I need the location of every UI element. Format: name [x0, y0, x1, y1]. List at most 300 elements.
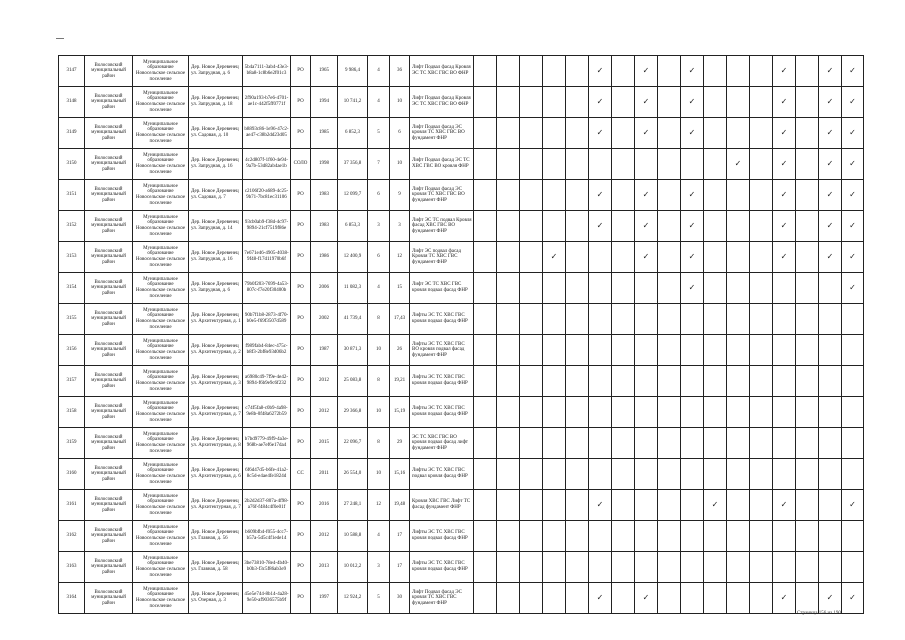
cell-work-mark — [474, 149, 497, 180]
cell-address: Дер. Новое Деревенец ул. Садовая, д. 7 — [189, 180, 243, 211]
cell-work-mark — [796, 366, 819, 397]
cell-work-mark — [727, 459, 750, 490]
cell-work-mark — [566, 56, 589, 87]
cell-work-mark — [727, 397, 750, 428]
cell-num: 3150 — [59, 149, 85, 180]
cell-floors: 8 — [368, 366, 390, 397]
cell-floors: 5 — [368, 118, 390, 149]
cell-work-mark — [842, 521, 864, 552]
cell-work-mark — [704, 56, 727, 87]
cell-work-mark — [612, 335, 635, 366]
cell-work-mark — [681, 552, 704, 583]
cell-works: Кровля ХВС ГВС Лифт ТС фасад фундамент ФНР — [410, 490, 474, 521]
cell-work-mark — [635, 242, 658, 273]
cell-work-mark — [773, 335, 796, 366]
cell-district: Волосовский муниципальный район — [85, 521, 133, 552]
cell-work-mark — [681, 180, 704, 211]
cell-work-mark — [727, 521, 750, 552]
cell-work-mark — [589, 490, 612, 521]
cell-floors: 3 — [368, 211, 390, 242]
cell-work-mark — [635, 335, 658, 366]
cell-work-mark — [658, 397, 681, 428]
cell-work-mark — [796, 180, 819, 211]
cell-work-mark — [658, 273, 681, 304]
cell-work-mark — [819, 583, 842, 614]
corner-mark — [56, 38, 64, 39]
cell-code: a6980c49-7f9e-4e42-9894-f6b9e9c6f232 — [243, 366, 291, 397]
cell-code: 2b2d2d37-807a-4f98-a76f-f484c4f0e01f — [243, 490, 291, 521]
cell-work-mark — [589, 273, 612, 304]
cell-area: 22 096,7 — [338, 428, 368, 459]
cell-work-mark — [773, 211, 796, 242]
cell-work-mark — [773, 242, 796, 273]
cell-work-mark — [727, 583, 750, 614]
cell-work-mark — [704, 211, 727, 242]
cell-work-mark — [819, 149, 842, 180]
cell-work-mark — [589, 397, 612, 428]
cell-work-mark — [704, 397, 727, 428]
cell-work-mark — [520, 521, 543, 552]
cell-work-mark — [497, 459, 520, 490]
cell-work-mark — [520, 211, 543, 242]
cell-work-mark — [474, 397, 497, 428]
cell-floors: 8 — [368, 428, 390, 459]
cell-settlement: Муниципальное образование Новосельское сельское поселение — [133, 304, 189, 335]
cell-work-mark — [819, 180, 842, 211]
cell-num: 3159 — [59, 428, 85, 459]
cell-work-mark — [543, 304, 566, 335]
cell-works: Лифт Подвал фасад ЭС кровля ТС ХВС ГВС фундамент ФНР — [410, 583, 474, 614]
cell-works: Лифты ЭС ТС ХВС ГВС кровля подвал фасад ФНР — [410, 366, 474, 397]
cell-work-mark — [635, 211, 658, 242]
cell-type: РО — [291, 335, 311, 366]
cell-work-mark — [796, 428, 819, 459]
cell-work-mark — [474, 366, 497, 397]
cell-work-mark — [566, 335, 589, 366]
table-row — [59, 335, 864, 366]
cell-work-mark — [497, 366, 520, 397]
cell-work-mark — [796, 211, 819, 242]
cell-works: Лифты ЭС ТС ХВС ГВС кровля подвал фасад ФНР — [410, 304, 474, 335]
checkmark-icon: ✓ — [826, 158, 834, 168]
cell-work-mark — [520, 366, 543, 397]
cell-apts: 10 — [390, 87, 410, 118]
cell-work-mark — [796, 273, 819, 304]
cell-work-mark — [497, 273, 520, 304]
checkmark-icon: ✓ — [642, 189, 650, 199]
cell-work-mark — [474, 56, 497, 87]
cell-area: 9 986,4 — [338, 56, 368, 87]
table-row — [59, 459, 864, 490]
cell-work-mark — [750, 459, 773, 490]
cell-work-mark — [750, 180, 773, 211]
table-row — [59, 490, 864, 521]
cell-area: 41 739,4 — [338, 304, 368, 335]
cell-apts: 9 — [390, 180, 410, 211]
cell-type: РО — [291, 273, 311, 304]
checkmark-icon: ✓ — [780, 127, 788, 137]
cell-work-mark — [681, 397, 704, 428]
checkmark-icon: ✓ — [642, 127, 650, 137]
cell-code: b7bd9779-49f9-4a3e-968b-ae7ef6e17da4 — [243, 428, 291, 459]
cell-work-mark — [612, 459, 635, 490]
checkmark-icon: ✓ — [780, 220, 788, 230]
cell-area: 27 248,1 — [338, 490, 368, 521]
checkmark-icon: ✓ — [780, 251, 788, 261]
cell-work-mark — [750, 56, 773, 87]
cell-type: РО — [291, 521, 311, 552]
checkmark-icon: ✓ — [849, 65, 856, 75]
cell-type: СОЛО — [291, 149, 311, 180]
cell-type: РО — [291, 304, 311, 335]
checkmark-icon: ✓ — [826, 96, 834, 106]
cell-settlement: Муниципальное образование Новосельское сельское поселение — [133, 335, 189, 366]
cell-district: Волосовский муниципальный район — [85, 335, 133, 366]
cell-work-mark — [635, 118, 658, 149]
cell-work-mark — [842, 180, 864, 211]
checkmark-icon: ✓ — [826, 189, 834, 199]
checkmark-icon: ✓ — [596, 592, 604, 602]
cell-work-mark — [727, 242, 750, 273]
cell-type: РО — [291, 366, 311, 397]
cell-num: 3151 — [59, 180, 85, 211]
cell-work-mark — [750, 397, 773, 428]
cell-work-mark — [658, 335, 681, 366]
cell-work-mark — [727, 366, 750, 397]
cell-type: РО — [291, 242, 311, 273]
cell-work-mark — [658, 366, 681, 397]
cell-num: 3157 — [59, 366, 85, 397]
cell-apts: 15,19 — [390, 397, 410, 428]
cell-work-mark — [566, 242, 589, 273]
cell-area: 12 099,7 — [338, 180, 368, 211]
cell-area: 37 356,8 — [338, 149, 368, 180]
cell-work-mark — [842, 490, 864, 521]
cell-work-mark — [681, 428, 704, 459]
cell-work-mark — [704, 521, 727, 552]
cell-type: РО — [291, 552, 311, 583]
cell-work-mark — [612, 428, 635, 459]
cell-work-mark — [819, 304, 842, 335]
checkmark-icon: ✓ — [642, 65, 650, 75]
cell-work-mark — [612, 521, 635, 552]
cell-work-mark — [773, 304, 796, 335]
cell-work-mark — [612, 304, 635, 335]
cell-work-mark — [773, 56, 796, 87]
cell-work-mark — [612, 366, 635, 397]
table-row — [59, 304, 864, 335]
cell-work-mark — [796, 521, 819, 552]
cell-work-mark — [612, 211, 635, 242]
cell-work-mark — [543, 56, 566, 87]
cell-work-mark — [520, 397, 543, 428]
checkmark-icon: ✓ — [688, 127, 696, 137]
cell-work-mark — [658, 490, 681, 521]
cell-work-mark — [520, 180, 543, 211]
checkmark-icon: ✓ — [826, 65, 834, 75]
cell-work-mark — [704, 304, 727, 335]
cell-work-mark — [474, 304, 497, 335]
cell-work-mark — [635, 366, 658, 397]
cell-work-mark — [704, 149, 727, 180]
checkmark-icon: ✓ — [550, 251, 558, 261]
cell-work-mark — [727, 273, 750, 304]
cell-code: 3be73810-78e4-4b40-b0b3-f3c5f86ab3e9 — [243, 552, 291, 583]
cell-work-mark — [842, 273, 864, 304]
cell-work-mark — [842, 149, 864, 180]
cell-year: 1997 — [311, 583, 338, 614]
cell-num: 3152 — [59, 211, 85, 242]
cell-work-mark — [658, 583, 681, 614]
cell-work-mark — [543, 273, 566, 304]
cell-work-mark — [566, 366, 589, 397]
cell-work-mark — [750, 335, 773, 366]
cell-code: 93cb0ab9-f38d-4c97-9894-21cf7519f86e — [243, 211, 291, 242]
cell-work-mark — [704, 552, 727, 583]
cell-floors: 3 — [368, 552, 390, 583]
cell-work-mark — [773, 87, 796, 118]
cell-work-mark — [842, 459, 864, 490]
checkmark-icon: ✓ — [849, 189, 856, 199]
cell-settlement: Муниципальное образование Новосельское сельское поселение — [133, 149, 189, 180]
cell-work-mark — [474, 242, 497, 273]
cell-settlement: Муниципальное образование Новосельское сельское поселение — [133, 552, 189, 583]
cell-works: ЭС ТС ХВС ГВС ВО кровля подвал фасад лифт фундамент ФНР — [410, 428, 474, 459]
cell-work-mark — [750, 304, 773, 335]
cell-year: 2012 — [311, 397, 338, 428]
cell-district: Волосовский муниципальный район — [85, 366, 133, 397]
cell-num: 3154 — [59, 273, 85, 304]
cell-district: Волосовский муниципальный район — [85, 459, 133, 490]
cell-work-mark — [589, 521, 612, 552]
cell-floors: 12 — [368, 490, 390, 521]
cell-type: РО — [291, 397, 311, 428]
cell-work-mark — [543, 583, 566, 614]
cell-work-mark — [543, 490, 566, 521]
cell-works: Лифты ЭС ТС ХВС ГВС подвал кровля фасад ФНР — [410, 459, 474, 490]
table-row — [59, 242, 864, 273]
cell-work-mark — [566, 583, 589, 614]
cell-work-mark — [842, 211, 864, 242]
cell-address: Дер. Новое Деревенец ул. Главная, д. 56 — [189, 521, 243, 552]
table-row — [59, 211, 864, 242]
checkmark-icon: ✓ — [780, 158, 788, 168]
cell-apts: 12 — [390, 242, 410, 273]
cell-address: Дер. Новое Деревенец ул. Запрудная, д. 16 — [189, 242, 243, 273]
cell-work-mark — [727, 56, 750, 87]
cell-work-mark — [520, 87, 543, 118]
cell-work-mark — [681, 521, 704, 552]
cell-work-mark — [773, 149, 796, 180]
cell-work-mark — [566, 397, 589, 428]
cell-work-mark — [543, 366, 566, 397]
cell-year: 2006 — [311, 273, 338, 304]
table-row — [59, 273, 864, 304]
cell-work-mark — [612, 118, 635, 149]
table-row — [59, 583, 864, 614]
cell-work-mark — [543, 149, 566, 180]
cell-work-mark — [727, 490, 750, 521]
cell-address: Дер. Новое Деревенец ул. Архитектурная, д. 3 — [189, 366, 243, 397]
checkmark-icon: ✓ — [826, 220, 834, 230]
cell-works: Лифт ЭС ТС подвал Кровля фасад ХВС ГВС ВО фундамент ФНР — [410, 211, 474, 242]
cell-floors: 8 — [368, 304, 390, 335]
cell-work-mark — [658, 428, 681, 459]
cell-num: 3156 — [59, 335, 85, 366]
cell-work-mark — [681, 56, 704, 87]
cell-work-mark — [497, 521, 520, 552]
cell-apts: 19,21 — [390, 366, 410, 397]
cell-work-mark — [497, 87, 520, 118]
cell-num: 3147 — [59, 56, 85, 87]
cell-work-mark — [750, 366, 773, 397]
cell-work-mark — [566, 459, 589, 490]
cell-district: Волосовский муниципальный район — [85, 87, 133, 118]
cell-work-mark — [589, 552, 612, 583]
cell-work-mark — [819, 273, 842, 304]
cell-code: 6f6d47d5-b6fe-41a2-8c5d-e4ae4fe1824d — [243, 459, 291, 490]
checkmark-icon: ✓ — [688, 96, 696, 106]
checkmark-icon: ✓ — [780, 96, 788, 106]
checkmark-icon: ✓ — [849, 220, 856, 230]
cell-address: Дер. Новое Деревенец ул. Запрудная, д. 6 — [189, 56, 243, 87]
cell-num: 3155 — [59, 304, 85, 335]
cell-work-mark — [520, 490, 543, 521]
cell-address: Дер. Новое Деревенец ул. Запрудная, д. 16 — [189, 149, 243, 180]
cell-work-mark — [474, 521, 497, 552]
cell-work-mark — [520, 56, 543, 87]
cell-district: Волосовский муниципальный район — [85, 242, 133, 273]
cell-work-mark — [727, 304, 750, 335]
checkmark-icon: ✓ — [642, 251, 650, 261]
cell-num: 3163 — [59, 552, 85, 583]
cell-district: Волосовский муниципальный район — [85, 56, 133, 87]
cell-work-mark — [819, 335, 842, 366]
cell-work-mark — [704, 428, 727, 459]
cell-work-mark — [474, 180, 497, 211]
checkmark-icon: ✓ — [849, 499, 856, 509]
cell-work-mark — [543, 397, 566, 428]
capital-repair-table — [58, 55, 864, 614]
cell-apts: 15,16 — [390, 459, 410, 490]
cell-works: Лифт Подвал фасад Кровля ЭС ТС ХВС ГВС ВО ФНР — [410, 56, 474, 87]
cell-type: РО — [291, 118, 311, 149]
cell-apts: 17 — [390, 521, 410, 552]
cell-address: Дер. Новое Деревенец ул. Архитектурная, д. 2 — [189, 335, 243, 366]
cell-floors: 7 — [368, 149, 390, 180]
cell-work-mark — [796, 87, 819, 118]
checkmark-icon: ✓ — [596, 65, 604, 75]
cell-work-mark — [635, 552, 658, 583]
cell-work-mark — [520, 459, 543, 490]
checkmark-icon: ✓ — [711, 499, 719, 509]
cell-work-mark — [681, 149, 704, 180]
cell-works: Лифт Подвал фасад Кровля ЭС ТС ХВС ГВС ВО ФНР — [410, 87, 474, 118]
cell-apts: 10 — [390, 149, 410, 180]
cell-code: 79b0f203-7699-4a53-807c-f7e20f30400b — [243, 273, 291, 304]
cell-work-mark — [520, 118, 543, 149]
cell-work-mark — [474, 273, 497, 304]
checkmark-icon: ✓ — [688, 220, 696, 230]
cell-area: 10 588,8 — [338, 521, 368, 552]
cell-work-mark — [704, 242, 727, 273]
cell-work-mark — [842, 366, 864, 397]
cell-settlement: Муниципальное образование Новосельское сельское поселение — [133, 397, 189, 428]
cell-work-mark — [773, 273, 796, 304]
cell-num: 3148 — [59, 87, 85, 118]
cell-work-mark — [773, 521, 796, 552]
checkmark-icon: ✓ — [596, 96, 604, 106]
cell-work-mark — [704, 459, 727, 490]
cell-work-mark — [842, 242, 864, 273]
cell-work-mark — [497, 490, 520, 521]
cell-settlement: Муниципальное образование Новосельское сельское поселение — [133, 273, 189, 304]
cell-district: Волосовский муниципальный район — [85, 180, 133, 211]
cell-work-mark — [520, 304, 543, 335]
cell-work-mark — [658, 521, 681, 552]
cell-address: Дер. Новое Деревенец ул. Озерная, д. 3 — [189, 583, 243, 614]
cell-district: Волосовский муниципальный район — [85, 118, 133, 149]
cell-apts: 15 — [390, 273, 410, 304]
cell-work-mark — [566, 428, 589, 459]
cell-code: 2f90a193-b7e6-4701-ae1c-442f5ff0771f — [243, 87, 291, 118]
cell-work-mark — [658, 149, 681, 180]
cell-work-mark — [520, 428, 543, 459]
cell-area: 11 082,3 — [338, 273, 368, 304]
cell-work-mark — [589, 428, 612, 459]
cell-work-mark — [543, 242, 566, 273]
cell-work-mark — [635, 583, 658, 614]
cell-year: 1987 — [311, 335, 338, 366]
cell-work-mark — [658, 242, 681, 273]
cell-apts: 17 — [390, 552, 410, 583]
cell-work-mark — [842, 397, 864, 428]
cell-work-mark — [497, 552, 520, 583]
cell-work-mark — [773, 118, 796, 149]
cell-address: Дер. Новое Деревенец ул. Архитектурная, д. 7 — [189, 397, 243, 428]
checkmark-icon: ✓ — [826, 251, 834, 261]
cell-work-mark — [612, 552, 635, 583]
cell-district: Волосовский муниципальный район — [85, 583, 133, 614]
cell-work-mark — [819, 428, 842, 459]
cell-work-mark — [566, 552, 589, 583]
cell-settlement: Муниципальное образование Новосельское сельское поселение — [133, 428, 189, 459]
cell-work-mark — [497, 397, 520, 428]
checkmark-icon: ✓ — [849, 96, 856, 106]
cell-work-mark — [566, 273, 589, 304]
cell-work-mark — [612, 490, 635, 521]
cell-work-mark — [819, 397, 842, 428]
cell-work-mark — [474, 428, 497, 459]
cell-work-mark — [819, 56, 842, 87]
cell-work-mark — [750, 87, 773, 118]
cell-work-mark — [842, 583, 864, 614]
cell-num: 3161 — [59, 490, 85, 521]
cell-work-mark — [658, 87, 681, 118]
checkmark-icon: ✓ — [688, 251, 696, 261]
cell-work-mark — [612, 242, 635, 273]
cell-work-mark — [796, 304, 819, 335]
cell-floors: 10 — [368, 335, 390, 366]
cell-district: Волосовский муниципальный район — [85, 428, 133, 459]
cell-year: 2002 — [311, 304, 338, 335]
cell-work-mark — [773, 552, 796, 583]
cell-floors: 4 — [368, 56, 390, 87]
cell-work-mark — [566, 87, 589, 118]
cell-work-mark — [796, 397, 819, 428]
cell-floors: 10 — [368, 459, 390, 490]
cell-work-mark — [520, 242, 543, 273]
